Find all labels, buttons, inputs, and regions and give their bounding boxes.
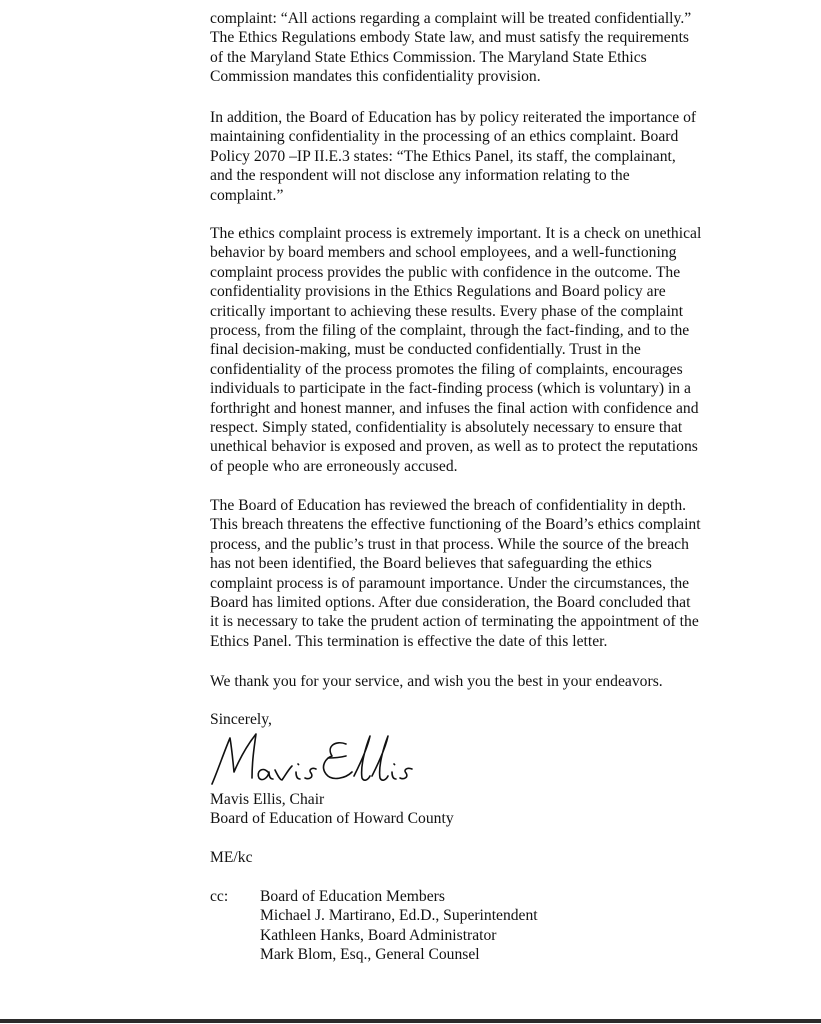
reference-initials — [210, 848, 750, 867]
page-bottom-border — [0, 1019, 821, 1023]
letter-body-paragraph-5 — [210, 672, 750, 691]
paragraph-text: We thank you for your service, and wish you the best in your endeavors. — [210, 673, 663, 690]
cc-label: cc: — [210, 888, 229, 905]
paragraph-text: In addition, the Board of Education has by policy reiterated the importance of maintaining confidentiality in the processing of an ethics complaint. Board Policy 2070 –IP II.E.3 states: “The Ethics Panel, its staff, the complainant, and the respondent will not disclose any information relating to the complaint.” — [210, 109, 697, 204]
cc-recipient: Mark Blom, Esq., General Counsel — [260, 946, 480, 964]
paragraph-text: complaint: “All actions regarding a complaint will be treated confidentially.” The Ethics Regulations embody State law, and must satisfy the requirements of the Maryland State Ethics Commission. The Maryland State Ethics Commission mandates this confidentiality provision. — [210, 10, 692, 86]
cc-recipient-list — [260, 887, 538, 965]
paragraph-text: The ethics complaint process is extremely important. It is a check on unethical behavior by board members and school employees, and a well-functioning complaint process provides the public with confidence in the outcome. The confidentiality provisions in the Ethics Regulations and Board policy are critically important to achieving these results. Every phase of the complaint process, from the filing of the complaint, through the fact-finding, and to the final decision-making, must be conducted confidentially. Trust in the confidentiality of the process promotes the filing of complaints, encourages individuals to participate in the fact-finding process (which is voluntary) in a forthright and honest manner, and infuses the final action with confidence and respect. Simply stated, confidentiality is absolutely necessary to ensure that unethical behavior is exposed and proven, as well as to protect the reputations of people who are erroneously accused. — [210, 225, 702, 475]
signer-organization: Board of Education of Howard County — [210, 810, 454, 828]
closing-text: Sincerely, — [210, 711, 272, 728]
letter-body-paragraph-4 — [210, 496, 750, 651]
cc-recipient: Board of Education Members — [260, 888, 445, 905]
cc-recipient: Kathleen Hanks, Board Administrator — [260, 926, 497, 944]
letter-body-paragraph-2 — [210, 108, 750, 205]
letter-body-paragraph-1 — [210, 9, 750, 87]
initials-text: ME/kc — [210, 849, 253, 866]
signature-block — [210, 790, 750, 829]
complimentary-close — [210, 710, 750, 729]
signer-name: Mavis Ellis, Chair — [210, 791, 325, 808]
letter-body-paragraph-3 — [210, 224, 750, 476]
handwritten-signature — [208, 728, 418, 790]
paragraph-text: The Board of Education has reviewed the breach of confidentiality in depth. This breach threatens the effective functioning of the Board’s ethics complaint process, and the public’s trust in that process. While the source of the breach has not been identified, the Board believes that safeguarding the ethics complaint process is of paramount importance. Under the circumstances, the Board has limited options. After due consideration, the Board concluded that it is necessary to take the prudent action of terminating the appointment of the Ethics Panel. This termination is effective the date of this letter. — [210, 497, 701, 650]
cc-recipient: Michael J. Martirano, Ed.D., Superintendent — [260, 907, 538, 925]
